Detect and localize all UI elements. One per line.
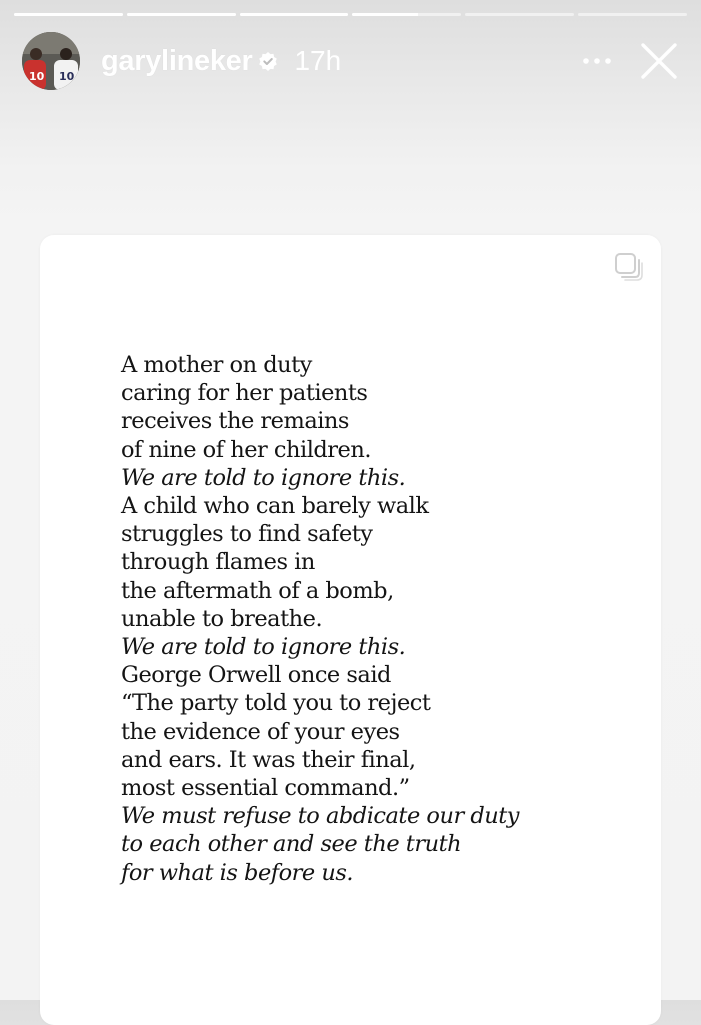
svg-text:10: 10	[59, 70, 75, 83]
poem-line: We must refuse to abdicate our duty	[121, 803, 520, 830]
poem-line: the evidence of your eyes	[121, 718, 400, 745]
avatar-photo-icon	[22, 32, 80, 90]
poem-line: We are told to ignore this.	[121, 634, 406, 661]
verified-badge-icon	[258, 51, 278, 71]
poem-line: We are told to ignore this.	[121, 464, 406, 491]
poem-line: A mother on duty	[121, 352, 312, 378]
progress-segment-6	[578, 13, 687, 16]
poem-line: through flames in	[121, 549, 315, 576]
poem-line: struggles to find safety	[121, 521, 373, 548]
shared-post-card[interactable]	[40, 235, 661, 1025]
more-dots-icon	[582, 57, 612, 65]
progress-segment-3	[240, 13, 349, 16]
progress-segment-5	[465, 13, 574, 16]
poem-line: of nine of her children.	[121, 436, 372, 463]
post-text	[121, 351, 519, 887]
post-time: 17h	[294, 45, 342, 76]
poem-line: “The party told you to reject	[121, 690, 431, 717]
svg-text:10: 10	[29, 70, 45, 83]
story-header	[22, 32, 687, 90]
poem-line: George Orwell once said	[121, 662, 391, 689]
poem-line: for what is before us.	[121, 859, 354, 886]
poem-line: the aftermath of a bomb,	[121, 577, 394, 604]
poem-line: A child who can barely walk	[121, 493, 429, 520]
poem-line: receives the remains	[121, 408, 349, 435]
progress-segment-2	[127, 13, 236, 16]
progress-segment-4	[352, 13, 461, 16]
more-button[interactable]	[577, 46, 617, 76]
username[interactable]: garylineker	[101, 44, 253, 77]
poem-line: to each other and see the truth	[121, 831, 462, 858]
close-icon[interactable]	[637, 39, 681, 83]
poem-line: unable to breathe.	[121, 605, 323, 632]
progress-segment-1	[14, 13, 123, 16]
story-progress-bar	[14, 13, 687, 17]
multiple-posts-icon	[614, 252, 644, 282]
poem-line: most essential command.”	[121, 775, 410, 802]
avatar[interactable]	[22, 32, 80, 90]
poem-line: caring for her patients	[121, 380, 368, 407]
poem-line: and ears. It was their final,	[121, 746, 416, 773]
